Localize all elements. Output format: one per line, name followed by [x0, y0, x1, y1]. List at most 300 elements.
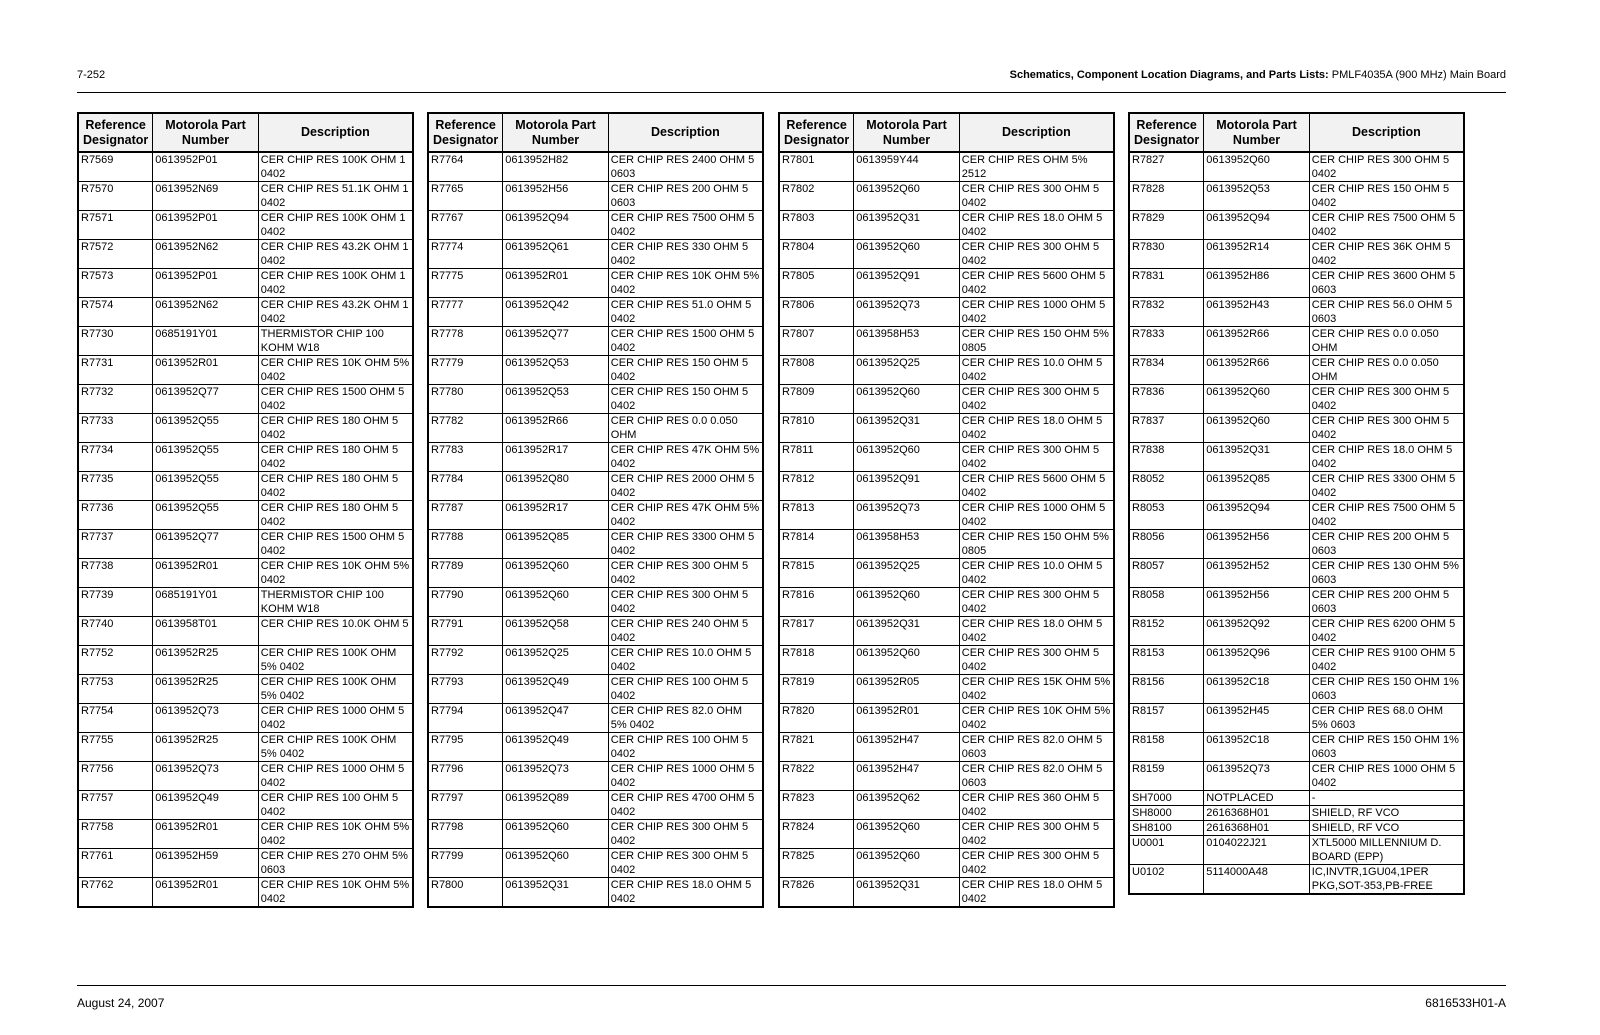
column-header-description: Description: [959, 113, 1114, 152]
description-cell: CER CHIP RES 300 OHM 5 0402: [959, 240, 1114, 269]
part-number-cell: 0613952Q55: [153, 472, 259, 501]
description-cell: CER CHIP RES 18.0 OHM 5 0402: [1309, 443, 1464, 472]
ref-cell: R7824: [779, 820, 854, 849]
part-number-cell: 0613952H82: [503, 152, 609, 182]
ref-cell: R7823: [779, 791, 854, 820]
description-cell: CER CHIP RES 100K OHM 1 0402: [258, 152, 413, 182]
table-row: [428, 240, 763, 269]
table-row: [779, 269, 1114, 298]
table-row: [78, 152, 413, 182]
description-cell: CER CHIP RES 0.0 0.050 OHM: [1309, 356, 1464, 385]
ref-cell: R7775: [428, 269, 503, 298]
ref-cell: R7795: [428, 733, 503, 762]
part-number-cell: 0613952R66: [1204, 356, 1310, 385]
table-row: [779, 211, 1114, 240]
table-row: [1129, 443, 1464, 472]
ref-cell: R7735: [78, 472, 153, 501]
part-number-cell: 0613952Q94: [503, 211, 609, 240]
ref-cell: R7833: [1129, 327, 1204, 356]
description-cell: CER CHIP RES 6200 OHM 5 0402: [1309, 617, 1464, 646]
description-cell: CER CHIP RES 180 OHM 5 0402: [258, 472, 413, 501]
part-number-cell: 0613952Q49: [503, 733, 609, 762]
table-row: [1129, 472, 1464, 501]
description-cell: CER CHIP RES 10.0 OHM 5 0402: [608, 646, 763, 675]
description-cell: CER CHIP RES 200 OHM 5 0603: [608, 182, 763, 211]
part-number-cell: 0613952Q47: [503, 704, 609, 733]
table-row: [1129, 617, 1464, 646]
ref-cell: R7825: [779, 849, 854, 878]
table-row: [78, 704, 413, 733]
description-cell: CER CHIP RES 36K OHM 5 0402: [1309, 240, 1464, 269]
part-number-cell: 0685191Y01: [153, 327, 259, 356]
part-number-cell: 2616368H01: [1204, 806, 1310, 821]
description-cell: CER CHIP RES 1000 OHM 5 0402: [258, 704, 413, 733]
ref-cell: R7777: [428, 298, 503, 327]
header-rule: [77, 92, 1506, 93]
description-cell: CER CHIP RES 10K OHM 5% 0402: [258, 878, 413, 908]
ref-cell: R7805: [779, 269, 854, 298]
table-row: [428, 327, 763, 356]
table-row: [779, 733, 1114, 762]
description-cell: CER CHIP RES 56.0 OHM 5 0603: [1309, 298, 1464, 327]
ref-cell: R7801: [779, 152, 854, 182]
part-number-cell: 0613952R01: [503, 269, 609, 298]
table-row: [428, 443, 763, 472]
table-row: [428, 559, 763, 588]
table-row: [428, 675, 763, 704]
ref-cell: R7573: [78, 269, 153, 298]
table-row: [78, 878, 413, 908]
table-row: [428, 152, 763, 182]
footer-rule: [77, 985, 1506, 986]
ref-cell: R8159: [1129, 762, 1204, 791]
ref-cell: R7570: [78, 182, 153, 211]
part-number-cell: 0613952Q73: [854, 501, 960, 530]
table-header-row: [779, 113, 1114, 152]
ref-cell: R7828: [1129, 182, 1204, 211]
part-number-cell: 0613952P01: [153, 152, 259, 182]
description-cell: -: [1309, 791, 1464, 806]
description-cell: CER CHIP RES 300 OHM 5 0402: [608, 559, 763, 588]
part-number-cell: 0613952H45: [1204, 704, 1310, 733]
parts-table-1: [77, 112, 414, 908]
table-row: [1129, 646, 1464, 675]
parts-table-3: [778, 112, 1115, 908]
part-number-cell: 0613952H56: [503, 182, 609, 211]
ref-cell: R7799: [428, 849, 503, 878]
table-row: [1129, 762, 1464, 791]
table-row: [78, 472, 413, 501]
table-row: [779, 501, 1114, 530]
table-row: [779, 675, 1114, 704]
ref-cell: R7762: [78, 878, 153, 908]
ref-cell: R7796: [428, 762, 503, 791]
part-number-cell: 0613952Q60: [854, 385, 960, 414]
table-row: [779, 849, 1114, 878]
part-number-cell: 5114000A48: [1204, 865, 1310, 895]
part-number-cell: 0613952Q31: [1204, 443, 1310, 472]
part-number-cell: 0613952Q55: [153, 501, 259, 530]
description-cell: CER CHIP RES 43.2K OHM 1 0402: [258, 298, 413, 327]
ref-cell: R7754: [78, 704, 153, 733]
ref-cell: R7734: [78, 443, 153, 472]
description-cell: CER CHIP RES 300 OHM 5 0402: [959, 646, 1114, 675]
description-cell: CER CHIP RES 330 OHM 5 0402: [608, 240, 763, 269]
table-row: [78, 733, 413, 762]
part-number-cell: 0613952N62: [153, 240, 259, 269]
table-row: [1129, 675, 1464, 704]
part-number-cell: 0613952Q73: [1204, 762, 1310, 791]
ref-cell: R7809: [779, 385, 854, 414]
description-cell: CER CHIP RES 51.0 OHM 5 0402: [608, 298, 763, 327]
column-header-reference: Reference Designator: [78, 113, 153, 152]
part-number-cell: 0613952Q49: [503, 675, 609, 704]
part-number-cell: 0613952N69: [153, 182, 259, 211]
table-row: [78, 530, 413, 559]
ref-cell: R7779: [428, 356, 503, 385]
table-row: [1129, 240, 1464, 269]
ref-cell: R7838: [1129, 443, 1204, 472]
description-cell: CER CHIP RES 180 OHM 5 0402: [258, 414, 413, 443]
table-row: [78, 820, 413, 849]
ref-cell: R7789: [428, 559, 503, 588]
ref-cell: R8158: [1129, 733, 1204, 762]
part-number-cell: 0613952Q85: [503, 530, 609, 559]
ref-cell: R7738: [78, 559, 153, 588]
table-row: [428, 849, 763, 878]
part-number-cell: 0613952Q60: [1204, 414, 1310, 443]
description-cell: CER CHIP RES 10K OHM 5% 0402: [258, 559, 413, 588]
description-cell: CER CHIP RES 9100 OHM 5 0402: [1309, 646, 1464, 675]
table-row: [1129, 791, 1464, 806]
part-number-cell: 0613952Q31: [854, 211, 960, 240]
part-number-cell: 0613952Q85: [1204, 472, 1310, 501]
table-row: [779, 559, 1114, 588]
table-row: [428, 356, 763, 385]
table-row: [1129, 385, 1464, 414]
part-number-cell: 0613952H56: [1204, 588, 1310, 617]
table-header-row: [1129, 113, 1464, 152]
part-number-cell: 0613952Q94: [1204, 211, 1310, 240]
ref-cell: R7819: [779, 675, 854, 704]
column-header-reference: Reference Designator: [1129, 113, 1204, 152]
table-row: [779, 704, 1114, 733]
part-number-cell: 0613952R05: [854, 675, 960, 704]
page-number: 7-252: [77, 69, 106, 81]
description-cell: CER CHIP RES 18.0 OHM 5 0402: [959, 617, 1114, 646]
table-row: [779, 443, 1114, 472]
description-cell: CER CHIP RES 240 OHM 5 0402: [608, 617, 763, 646]
part-number-cell: 0613958H53: [854, 530, 960, 559]
part-number-cell: 0613952P01: [153, 269, 259, 298]
table-row: [428, 733, 763, 762]
table-row: [428, 530, 763, 559]
part-number-cell: 0613952Q42: [503, 298, 609, 327]
description-cell: CER CHIP RES 18.0 OHM 5 0402: [959, 211, 1114, 240]
ref-cell: R7836: [1129, 385, 1204, 414]
table-row: [78, 501, 413, 530]
part-number-cell: 0613952Q60: [503, 559, 609, 588]
table-row: [428, 211, 763, 240]
description-cell: CER CHIP RES 0.0 0.050 OHM: [1309, 327, 1464, 356]
ref-cell: R7755: [78, 733, 153, 762]
description-cell: THERMISTOR CHIP 100 KOHM W18: [258, 588, 413, 617]
part-number-cell: 0613952P01: [153, 211, 259, 240]
footer-date: August 24, 2007: [77, 996, 165, 1010]
description-cell: SHIELD, RF VCO: [1309, 806, 1464, 821]
table-row: [779, 327, 1114, 356]
column-header-description: Description: [608, 113, 763, 152]
table-row: [779, 385, 1114, 414]
table-row: [78, 240, 413, 269]
table-row: [78, 588, 413, 617]
ref-cell: R7790: [428, 588, 503, 617]
description-cell: CER CHIP RES 150 OHM 5% 0805: [959, 327, 1114, 356]
table-row: [1129, 414, 1464, 443]
ref-cell: R7816: [779, 588, 854, 617]
description-cell: CER CHIP RES 200 OHM 5 0603: [1309, 588, 1464, 617]
part-number-cell: 0613952R01: [854, 704, 960, 733]
table-row: [779, 878, 1114, 908]
description-cell: CER CHIP RES 5600 OHM 5 0402: [959, 269, 1114, 298]
part-number-cell: 0613952Q60: [1204, 152, 1310, 182]
ref-cell: R7730: [78, 327, 153, 356]
table-row: [428, 704, 763, 733]
description-cell: CER CHIP RES 3300 OHM 5 0402: [608, 530, 763, 559]
description-cell: CER CHIP RES 300 OHM 5 0402: [959, 385, 1114, 414]
table-row: [78, 559, 413, 588]
ref-cell: R7831: [1129, 269, 1204, 298]
table-row: [779, 414, 1114, 443]
table-row: [1129, 865, 1464, 895]
table-row: [779, 152, 1114, 182]
part-number-cell: 0613952H86: [1204, 269, 1310, 298]
table-row: [1129, 821, 1464, 836]
ref-cell: R7574: [78, 298, 153, 327]
description-cell: CER CHIP RES 47K OHM 5% 0402: [608, 501, 763, 530]
description-cell: CER CHIP RES 15K OHM 5% 0402: [959, 675, 1114, 704]
ref-cell: R8052: [1129, 472, 1204, 501]
part-number-cell: 0613952Q73: [854, 298, 960, 327]
column-header-description: Description: [258, 113, 413, 152]
part-number-cell: 0613952Q94: [1204, 501, 1310, 530]
ref-cell: R7826: [779, 878, 854, 908]
part-number-cell: 0613952Q25: [503, 646, 609, 675]
description-cell: CER CHIP RES 82.0 OHM 5% 0402: [608, 704, 763, 733]
description-cell: CER CHIP RES 300 OHM 5 0402: [959, 182, 1114, 211]
table-row: [779, 791, 1114, 820]
part-number-cell: NOTPLACED: [1204, 791, 1310, 806]
part-number-cell: 0613952Q96: [1204, 646, 1310, 675]
table-row: [428, 182, 763, 211]
ref-cell: R7832: [1129, 298, 1204, 327]
part-number-cell: 0613952Q25: [854, 559, 960, 588]
part-number-cell: 0613952Q60: [503, 588, 609, 617]
table-row: [779, 762, 1114, 791]
ref-cell: R7807: [779, 327, 854, 356]
description-cell: CER CHIP RES 4700 OHM 5 0402: [608, 791, 763, 820]
part-number-cell: 0613952Q31: [854, 617, 960, 646]
description-cell: CER CHIP RES 82.0 OHM 5 0603: [959, 762, 1114, 791]
part-number-cell: 0613952Q60: [854, 646, 960, 675]
part-number-cell: 0613952Q73: [503, 762, 609, 791]
table-row: [1129, 356, 1464, 385]
description-cell: CER CHIP RES 3300 OHM 5 0402: [1309, 472, 1464, 501]
description-cell: CER CHIP RES 18.0 OHM 5 0402: [959, 878, 1114, 908]
description-cell: CER CHIP RES 68.0 OHM 5% 0603: [1309, 704, 1464, 733]
ref-cell: R7740: [78, 617, 153, 646]
description-cell: CER CHIP RES 150 OHM 5 0402: [608, 356, 763, 385]
table-row: [1129, 182, 1464, 211]
column-header-part-number: Motorola Part Number: [1204, 113, 1310, 152]
ref-cell: R7778: [428, 327, 503, 356]
table-row: [78, 211, 413, 240]
ref-cell: R7774: [428, 240, 503, 269]
part-number-cell: 0613952Q91: [854, 472, 960, 501]
part-number-cell: 0613952H43: [1204, 298, 1310, 327]
ref-cell: R8156: [1129, 675, 1204, 704]
part-number-cell: 0613952R25: [153, 646, 259, 675]
description-cell: CER CHIP RES 43.2K OHM 1 0402: [258, 240, 413, 269]
ref-cell: R7792: [428, 646, 503, 675]
ref-cell: R7764: [428, 152, 503, 182]
section-title-bold: Schematics, Component Location Diagrams, and Parts Lists:: [1009, 69, 1329, 81]
ref-cell: R7810: [779, 414, 854, 443]
ref-cell: R7737: [78, 530, 153, 559]
part-number-cell: 0613959Y44: [854, 152, 960, 182]
table-header-row: [428, 113, 763, 152]
part-number-cell: 0613952Q60: [854, 820, 960, 849]
ref-cell: R7757: [78, 791, 153, 820]
table-row: [78, 791, 413, 820]
ref-cell: U0001: [1129, 836, 1204, 865]
table-row: [428, 646, 763, 675]
description-cell: CER CHIP RES 100 OHM 5 0402: [608, 733, 763, 762]
ref-cell: U0102: [1129, 865, 1204, 895]
description-cell: CER CHIP RES 100K OHM 1 0402: [258, 211, 413, 240]
part-number-cell: 0613952Q92: [1204, 617, 1310, 646]
table-row: [1129, 704, 1464, 733]
ref-cell: R7804: [779, 240, 854, 269]
table-row: [1129, 327, 1464, 356]
description-cell: CER CHIP RES 100K OHM 5% 0402: [258, 646, 413, 675]
description-cell: CER CHIP RES OHM 5% 2512: [959, 152, 1114, 182]
description-cell: CER CHIP RES 300 OHM 5 0402: [608, 849, 763, 878]
ref-cell: R7811: [779, 443, 854, 472]
part-number-cell: 0613952H59: [153, 849, 259, 878]
description-cell: CER CHIP RES 100K OHM 5% 0402: [258, 733, 413, 762]
ref-cell: R7791: [428, 617, 503, 646]
table-row: [1129, 211, 1464, 240]
column-header-part-number: Motorola Part Number: [153, 113, 259, 152]
ref-cell: SH8000: [1129, 806, 1204, 821]
table-row: [78, 443, 413, 472]
part-number-cell: 0613952R17: [503, 501, 609, 530]
description-cell: CER CHIP RES 150 OHM 1% 0603: [1309, 675, 1464, 704]
table-row: [78, 675, 413, 704]
description-cell: CER CHIP RES 0.0 0.050 OHM: [608, 414, 763, 443]
table-row: [428, 472, 763, 501]
part-number-cell: 0613952Q53: [503, 385, 609, 414]
part-number-cell: 0613952Q60: [854, 588, 960, 617]
ref-cell: R7752: [78, 646, 153, 675]
table-row: [428, 588, 763, 617]
part-number-cell: 0613952Q53: [503, 356, 609, 385]
description-cell: CER CHIP RES 100 OHM 5 0402: [258, 791, 413, 820]
table-row: [428, 414, 763, 443]
table-row: [779, 530, 1114, 559]
table-row: [78, 646, 413, 675]
description-cell: CER CHIP RES 300 OHM 5 0402: [1309, 152, 1464, 182]
description-cell: CER CHIP RES 3600 OHM 5 0603: [1309, 269, 1464, 298]
table-row: [78, 182, 413, 211]
description-cell: CER CHIP RES 1000 OHM 5 0402: [1309, 762, 1464, 791]
table-row: [78, 617, 413, 646]
parts-table-4: [1128, 112, 1465, 895]
description-cell: CER CHIP RES 1500 OHM 5 0402: [608, 327, 763, 356]
ref-cell: R7732: [78, 385, 153, 414]
table-row: [428, 385, 763, 414]
section-title-rest: PMLF4035A (900 MHz) Main Board: [1328, 69, 1506, 81]
table-row: [78, 385, 413, 414]
description-cell: CER CHIP RES 7500 OHM 5 0402: [1309, 211, 1464, 240]
ref-cell: R7571: [78, 211, 153, 240]
description-cell: CER CHIP RES 1500 OHM 5 0402: [258, 385, 413, 414]
ref-cell: R7815: [779, 559, 854, 588]
ref-cell: R7782: [428, 414, 503, 443]
part-number-cell: 0613952H56: [1204, 530, 1310, 559]
ref-cell: R7821: [779, 733, 854, 762]
description-cell: CER CHIP RES 10K OHM 5% 0402: [258, 820, 413, 849]
table-row: [428, 617, 763, 646]
description-cell: XTL5000 MILLENNIUM D. BOARD (EPP): [1309, 836, 1464, 865]
description-cell: CER CHIP RES 18.0 OHM 5 0402: [959, 414, 1114, 443]
part-number-cell: 0613952Q60: [854, 849, 960, 878]
ref-cell: R7800: [428, 878, 503, 908]
ref-cell: R7808: [779, 356, 854, 385]
table-row: [779, 646, 1114, 675]
ref-cell: R8157: [1129, 704, 1204, 733]
description-cell: CER CHIP RES 300 OHM 5 0402: [959, 820, 1114, 849]
description-cell: CER CHIP RES 300 OHM 5 0402: [959, 849, 1114, 878]
part-number-cell: 0613952C18: [1204, 733, 1310, 762]
description-cell: CER CHIP RES 47K OHM 5% 0402: [608, 443, 763, 472]
ref-cell: R7814: [779, 530, 854, 559]
description-cell: CER CHIP RES 300 OHM 5 0402: [959, 443, 1114, 472]
part-number-cell: 0613952Q73: [153, 762, 259, 791]
description-cell: CER CHIP RES 1000 OHM 5 0402: [258, 762, 413, 791]
part-number-cell: 0613952R01: [153, 559, 259, 588]
description-cell: CER CHIP RES 18.0 OHM 5 0402: [608, 878, 763, 908]
ref-cell: R7806: [779, 298, 854, 327]
table-row: [428, 791, 763, 820]
part-number-cell: 0613952R01: [153, 878, 259, 908]
part-number-cell: 0613952Q55: [153, 443, 259, 472]
description-cell: CER CHIP RES 180 OHM 5 0402: [258, 443, 413, 472]
part-number-cell: 0613952Q73: [153, 704, 259, 733]
ref-cell: SH7000: [1129, 791, 1204, 806]
description-cell: CER CHIP RES 10.0 OHM 5 0402: [959, 356, 1114, 385]
ref-cell: R7765: [428, 182, 503, 211]
ref-cell: R7803: [779, 211, 854, 240]
table-row: [1129, 588, 1464, 617]
ref-cell: R7837: [1129, 414, 1204, 443]
description-cell: CER CHIP RES 100 OHM 5 0402: [608, 675, 763, 704]
table-row: [78, 327, 413, 356]
description-cell: CER CHIP RES 2400 OHM 5 0603: [608, 152, 763, 182]
ref-cell: R7756: [78, 762, 153, 791]
ref-cell: SH8100: [1129, 821, 1204, 836]
